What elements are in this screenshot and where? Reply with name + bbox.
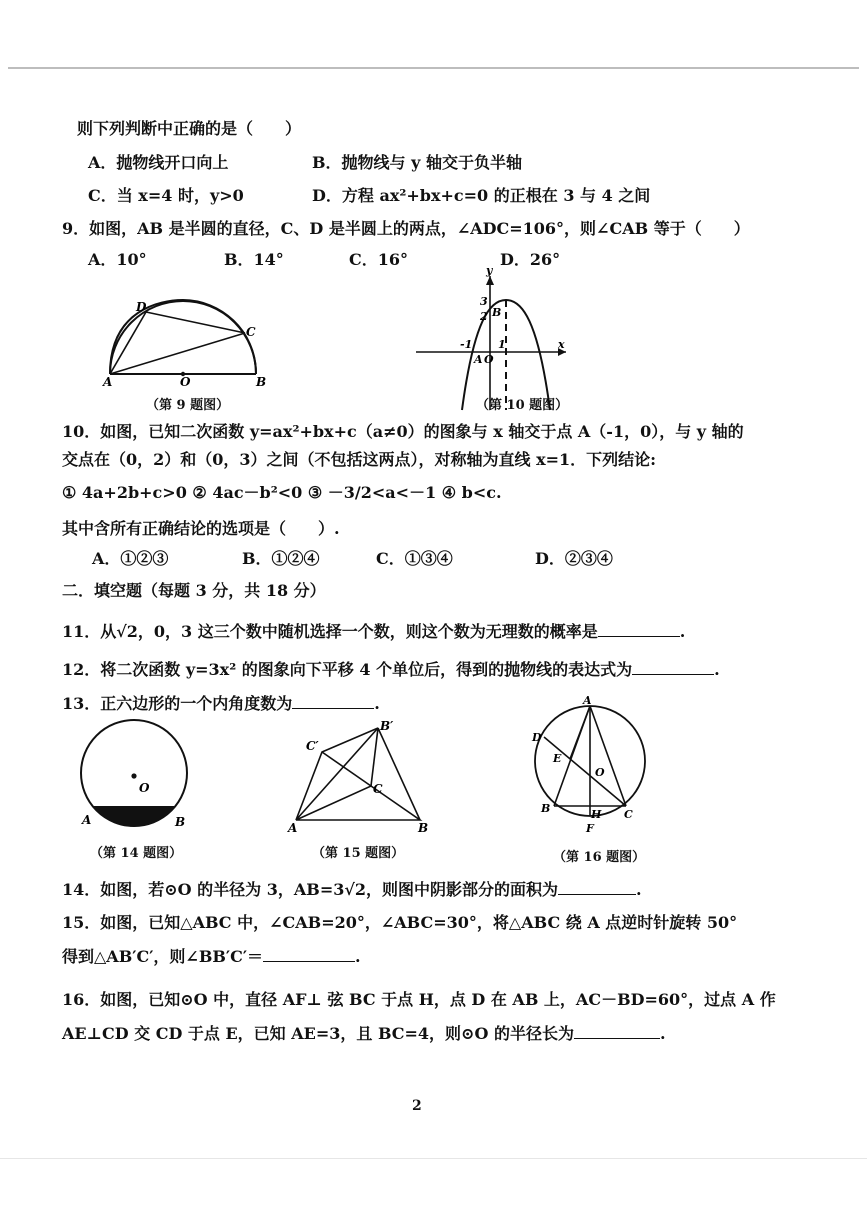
q16-answer-blank[interactable] xyxy=(574,1022,660,1039)
q15-line1: 15．如图，已知△ABC 中，∠CAB=20°，∠ABC=30°，将△ABC 绕 A 点逆时针旋转 50° xyxy=(62,913,738,932)
q16-text: AE⊥CD 交 CD 于点 E，已知 AE=3，且 BC=4，则⊙O 的半径长为 xyxy=(62,1024,574,1043)
fig16-caption: （第 16 题图） xyxy=(553,850,646,865)
fig9-label-c: C xyxy=(246,325,256,339)
fig10-label-3: 3 xyxy=(480,295,488,308)
q12: 12．将二次函数 y=3x² 的图象向下平移 4 个单位后，得到的抛物线的表达式为 . xyxy=(62,660,720,679)
fig16-label-e: E xyxy=(553,752,562,765)
q9-option-a: A．10° xyxy=(88,250,147,269)
fig16-label-b: B xyxy=(541,802,551,815)
fig10-label-1: 1 xyxy=(498,338,506,351)
fig10-label-b: B xyxy=(492,306,502,319)
fig15-label-c: C xyxy=(373,782,383,796)
q10-line2: 交点在（0，2）和（0，3）之间（不包括这两点），对称轴为直线 x=1．下列结论: xyxy=(62,450,657,469)
q8-option-a: A．抛物线开口向上 xyxy=(88,153,229,172)
q9-stem: 9．如图，AB 是半圆的直径，C、D 是半圆上的两点，∠ADC=106°，则∠CAB 等于（ ） xyxy=(62,219,750,238)
q13-text: 13．正六边形的一个内角度数为 xyxy=(62,694,293,713)
fig10-label-x: x xyxy=(558,338,565,351)
q10-conclusions: ① 4a+2b+c>0 ② 4ac－b²<0 ③ －3/2<a<－1 ④ b<c. xyxy=(62,483,502,502)
fig10-caption: （第 10 题图） xyxy=(476,398,569,413)
q9-option-d: D．26° xyxy=(500,250,561,269)
q8-option-d: D．方程 ax²+bx+c=0 的正根在 3 与 4 之间 xyxy=(312,186,651,205)
q10-option-b: B．①②④ xyxy=(242,549,320,568)
page-number: 2 xyxy=(412,1098,422,1114)
fig16-label-f: F xyxy=(586,822,594,835)
fig15-label-c1: C′ xyxy=(306,739,319,753)
fig15-caption: （第 15 题图） xyxy=(312,846,405,861)
fig14-caption: （第 14 题图） xyxy=(90,846,183,861)
fig9-label-o: O xyxy=(180,375,191,389)
fig9-label-a: A xyxy=(103,375,113,389)
q8-option-b: B．抛物线与 y 轴交于负半轴 xyxy=(312,153,522,172)
fig9-caption: （第 9 题图） xyxy=(146,398,230,413)
q10-line1: 10．如图，已知二次函数 y=ax²+bx+c（a≠0）的图象与 x 轴交于点 A（-1，0），与 y 轴的 xyxy=(62,422,744,441)
q14-answer-blank[interactable] xyxy=(558,878,636,895)
fig10-label-neg1: -1 xyxy=(460,338,473,351)
fig9-label-b: B xyxy=(256,375,267,389)
q10-option-a: A．①②③ xyxy=(92,549,169,568)
fig16-label-h: H xyxy=(591,808,602,821)
q11-text: 11．从√2，0，3 这三个数中随机选择一个数，则这个数为无理数的概率是 xyxy=(62,622,598,641)
fig10-label-o: O xyxy=(484,353,494,366)
q14-text: 14．如图，若⊙O 的半径为 3，AB=3√2，则图中阴影部分的面积为 xyxy=(62,880,559,899)
q8-option-c: C．当 x=4 时，y>0 xyxy=(88,186,244,205)
q15-answer-blank[interactable] xyxy=(263,945,355,962)
fig15-label-a: A xyxy=(288,821,298,835)
fig10-label-a: A xyxy=(474,353,483,366)
q9-option-b: B．14° xyxy=(224,250,284,269)
fig16-label-o: O xyxy=(595,766,605,779)
fig9-label-d: D xyxy=(136,300,147,314)
q15-line2: 得到△AB′C′，则∠BB′C′＝ . xyxy=(62,947,361,966)
q16-line2: AE⊥CD 交 CD 于点 E，已知 AE=3，且 BC=4，则⊙O 的半径长为 . xyxy=(62,1024,666,1043)
fig14-label-o: O xyxy=(139,781,150,795)
q15-text: 得到△AB′C′，则∠BB′C′＝ xyxy=(62,947,264,966)
bottom-rule xyxy=(0,1158,867,1159)
q10-option-d: D．②③④ xyxy=(535,549,613,568)
fig16-label-c: C xyxy=(624,808,633,821)
fig14-label-b: B xyxy=(175,815,186,829)
q10-option-c: C．①③④ xyxy=(376,549,453,568)
q9-option-c: C．16° xyxy=(349,250,409,269)
section-2-title: 二．填空题（每题 3 分，共 18 分） xyxy=(62,581,326,600)
q13: 13．正六边形的一个内角度数为 . xyxy=(62,694,380,713)
q10-line4: 其中含所有正确结论的选项是（ ）. xyxy=(62,519,340,538)
q11: 11．从√2，0，3 这三个数中随机选择一个数，则这个数为无理数的概率是 . xyxy=(62,622,686,641)
q12-text: 12．将二次函数 y=3x² 的图象向下平移 4 个单位后，得到的抛物线的表达式为 xyxy=(62,660,633,679)
q8-stem: 则下列判断中正确的是（ ） xyxy=(77,119,302,138)
fig15-label-b: B xyxy=(418,821,429,835)
fig16-label-d: D xyxy=(532,731,542,744)
fig10-label-2: 2 xyxy=(480,310,488,323)
q14: 14．如图，若⊙O 的半径为 3，AB=3√2，则图中阴影部分的面积为 . xyxy=(62,880,642,899)
fig15-label-b1: B′ xyxy=(380,719,394,733)
fig14-label-a: A xyxy=(82,813,92,827)
q16-line1: 16．如图，已知⊙O 中，直径 AF⊥ 弦 BC 于点 H，点 D 在 AB 上，AC－BD=60°，过点 A 作 xyxy=(62,990,776,1009)
fig16-label-a: A xyxy=(583,694,592,707)
fig10-label-y: y xyxy=(486,264,493,277)
